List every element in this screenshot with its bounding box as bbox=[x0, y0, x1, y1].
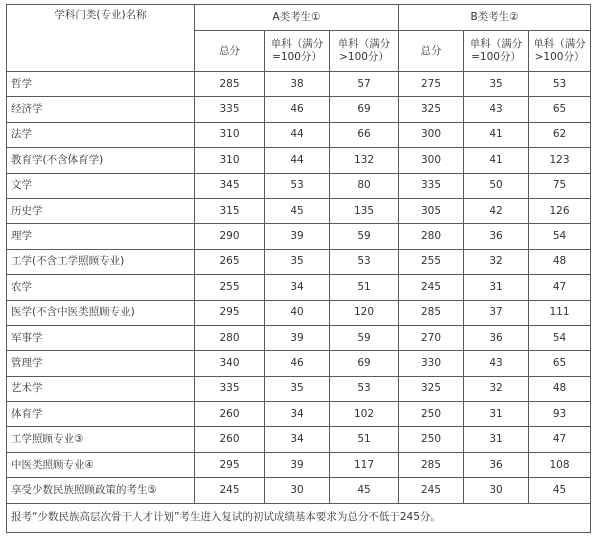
discipline-name-cell: 经济学 bbox=[7, 97, 195, 122]
b-total-cell: 305 bbox=[399, 198, 464, 223]
b-total-cell: 300 bbox=[399, 148, 464, 173]
discipline-name-cell: 教育学(不含体育学) bbox=[7, 148, 195, 173]
a-single-over100-cell: 102 bbox=[330, 402, 399, 427]
table-row bbox=[7, 351, 591, 376]
b-single-100-cell: 36 bbox=[464, 224, 529, 249]
a-total-cell: 335 bbox=[195, 376, 265, 401]
table-row bbox=[7, 198, 591, 223]
header-group-b: B类考生② bbox=[399, 5, 591, 31]
a-single-100-cell: 35 bbox=[265, 376, 330, 401]
a-total-cell: 285 bbox=[195, 72, 265, 97]
a-single-over100-cell: 59 bbox=[330, 325, 399, 350]
a-total-cell: 310 bbox=[195, 122, 265, 147]
b-single-100-cell: 43 bbox=[464, 97, 529, 122]
b-single-over100-cell: 93 bbox=[529, 402, 591, 427]
header-discipline-name: 学科门类(专业)名称 bbox=[7, 5, 195, 72]
discipline-name-cell: 艺术学 bbox=[7, 376, 195, 401]
b-total-cell: 270 bbox=[399, 325, 464, 350]
a-single-over100-cell: 69 bbox=[330, 97, 399, 122]
b-total-cell: 255 bbox=[399, 249, 464, 274]
b-total-cell: 245 bbox=[399, 478, 464, 503]
b-single-100-cell: 30 bbox=[464, 478, 529, 503]
b-single-over100-cell: 53 bbox=[529, 72, 591, 97]
a-total-cell: 260 bbox=[195, 427, 265, 452]
a-total-cell: 345 bbox=[195, 173, 265, 198]
a-total-cell: 260 bbox=[195, 402, 265, 427]
b-total-cell: 250 bbox=[399, 427, 464, 452]
a-single-over100-cell: 120 bbox=[330, 300, 399, 325]
b-total-cell: 285 bbox=[399, 300, 464, 325]
b-total-cell: 285 bbox=[399, 452, 464, 477]
b-total-cell: 335 bbox=[399, 173, 464, 198]
a-total-cell: 340 bbox=[195, 351, 265, 376]
footnote-row bbox=[7, 503, 591, 532]
discipline-name-cell: 享受少数民族照顾政策的考生⑤ bbox=[7, 478, 195, 503]
table-row bbox=[7, 452, 591, 477]
discipline-name-cell: 农学 bbox=[7, 275, 195, 300]
b-total-cell: 250 bbox=[399, 402, 464, 427]
a-single-100-cell: 46 bbox=[265, 97, 330, 122]
b-total-cell: 245 bbox=[399, 275, 464, 300]
a-single-100-cell: 39 bbox=[265, 452, 330, 477]
b-single-100-cell: 36 bbox=[464, 325, 529, 350]
a-total-cell: 265 bbox=[195, 249, 265, 274]
b-single-100-cell: 41 bbox=[464, 148, 529, 173]
discipline-name-cell: 管理学 bbox=[7, 351, 195, 376]
b-single-over100-cell: 126 bbox=[529, 198, 591, 223]
a-total-cell: 335 bbox=[195, 97, 265, 122]
b-single-over100-cell: 48 bbox=[529, 376, 591, 401]
a-single-100-cell: 30 bbox=[265, 478, 330, 503]
b-single-over100-cell: 45 bbox=[529, 478, 591, 503]
table-row bbox=[7, 224, 591, 249]
table-row bbox=[7, 122, 591, 147]
b-single-100-cell: 37 bbox=[464, 300, 529, 325]
a-single-100-cell: 34 bbox=[265, 402, 330, 427]
a-total-cell: 295 bbox=[195, 300, 265, 325]
a-single-100-cell: 38 bbox=[265, 72, 330, 97]
header-a-single-100: 单科（满分=100分） bbox=[265, 31, 330, 72]
a-single-over100-cell: 135 bbox=[330, 198, 399, 223]
a-single-100-cell: 53 bbox=[265, 173, 330, 198]
b-single-over100-cell: 47 bbox=[529, 427, 591, 452]
table-row bbox=[7, 72, 591, 97]
header-a-single-over100: 单科（满分>100分） bbox=[330, 31, 399, 72]
discipline-name-cell: 历史学 bbox=[7, 198, 195, 223]
b-single-100-cell: 42 bbox=[464, 198, 529, 223]
b-single-100-cell: 31 bbox=[464, 402, 529, 427]
b-total-cell: 325 bbox=[399, 376, 464, 401]
b-single-100-cell: 32 bbox=[464, 249, 529, 274]
table-row bbox=[7, 325, 591, 350]
discipline-name-cell: 医学(不含中医类照顾专业) bbox=[7, 300, 195, 325]
b-total-cell: 275 bbox=[399, 72, 464, 97]
a-single-100-cell: 40 bbox=[265, 300, 330, 325]
b-single-over100-cell: 48 bbox=[529, 249, 591, 274]
b-single-100-cell: 50 bbox=[464, 173, 529, 198]
a-single-100-cell: 39 bbox=[265, 224, 330, 249]
header-b-single-over100: 单科（满分>100分） bbox=[529, 31, 591, 72]
discipline-name-cell: 军事学 bbox=[7, 325, 195, 350]
b-single-over100-cell: 54 bbox=[529, 224, 591, 249]
a-single-over100-cell: 45 bbox=[330, 478, 399, 503]
a-single-100-cell: 46 bbox=[265, 351, 330, 376]
a-single-over100-cell: 57 bbox=[330, 72, 399, 97]
b-single-over100-cell: 65 bbox=[529, 97, 591, 122]
header-b-total: 总分 bbox=[399, 31, 464, 72]
b-single-100-cell: 32 bbox=[464, 376, 529, 401]
a-single-over100-cell: 53 bbox=[330, 249, 399, 274]
table-row bbox=[7, 478, 591, 503]
discipline-name-cell: 中医类照顾专业④ bbox=[7, 452, 195, 477]
a-single-over100-cell: 53 bbox=[330, 376, 399, 401]
discipline-name-cell: 法学 bbox=[7, 122, 195, 147]
a-single-100-cell: 35 bbox=[265, 249, 330, 274]
table-row bbox=[7, 249, 591, 274]
b-single-over100-cell: 65 bbox=[529, 351, 591, 376]
a-total-cell: 290 bbox=[195, 224, 265, 249]
table-row bbox=[7, 376, 591, 401]
a-total-cell: 295 bbox=[195, 452, 265, 477]
b-single-100-cell: 31 bbox=[464, 275, 529, 300]
b-single-over100-cell: 108 bbox=[529, 452, 591, 477]
b-total-cell: 330 bbox=[399, 351, 464, 376]
a-single-over100-cell: 132 bbox=[330, 148, 399, 173]
discipline-name-cell: 哲学 bbox=[7, 72, 195, 97]
a-total-cell: 315 bbox=[195, 198, 265, 223]
b-single-over100-cell: 111 bbox=[529, 300, 591, 325]
discipline-name-cell: 工学照顾专业③ bbox=[7, 427, 195, 452]
a-single-over100-cell: 80 bbox=[330, 173, 399, 198]
table-row bbox=[7, 402, 591, 427]
discipline-name-cell: 文学 bbox=[7, 173, 195, 198]
header-b-single-100: 单科（满分=100分） bbox=[464, 31, 529, 72]
a-single-over100-cell: 51 bbox=[330, 427, 399, 452]
score-table bbox=[6, 4, 591, 533]
discipline-name-cell: 工学(不含工学照顾专业) bbox=[7, 249, 195, 274]
b-single-over100-cell: 123 bbox=[529, 148, 591, 173]
discipline-name-cell: 体育学 bbox=[7, 402, 195, 427]
table-row bbox=[7, 275, 591, 300]
table-row bbox=[7, 148, 591, 173]
b-total-cell: 325 bbox=[399, 97, 464, 122]
b-single-100-cell: 36 bbox=[464, 452, 529, 477]
b-single-100-cell: 41 bbox=[464, 122, 529, 147]
b-single-100-cell: 31 bbox=[464, 427, 529, 452]
a-total-cell: 310 bbox=[195, 148, 265, 173]
a-single-over100-cell: 117 bbox=[330, 452, 399, 477]
a-single-100-cell: 34 bbox=[265, 427, 330, 452]
a-single-100-cell: 44 bbox=[265, 122, 330, 147]
footnote: 报考“少数民族高层次骨干人才计划”考生进入复试的初试成绩基本要求为总分不低于245分。 bbox=[7, 503, 591, 532]
a-single-over100-cell: 59 bbox=[330, 224, 399, 249]
b-total-cell: 300 bbox=[399, 122, 464, 147]
a-single-100-cell: 39 bbox=[265, 325, 330, 350]
table-row bbox=[7, 173, 591, 198]
table-row bbox=[7, 427, 591, 452]
a-total-cell: 280 bbox=[195, 325, 265, 350]
b-single-100-cell: 35 bbox=[464, 72, 529, 97]
header-a-total: 总分 bbox=[195, 31, 265, 72]
header-row-groups bbox=[7, 5, 591, 31]
b-single-over100-cell: 47 bbox=[529, 275, 591, 300]
table-row bbox=[7, 300, 591, 325]
a-single-over100-cell: 66 bbox=[330, 122, 399, 147]
a-single-100-cell: 34 bbox=[265, 275, 330, 300]
b-single-over100-cell: 62 bbox=[529, 122, 591, 147]
a-single-over100-cell: 51 bbox=[330, 275, 399, 300]
b-single-100-cell: 43 bbox=[464, 351, 529, 376]
table-row bbox=[7, 97, 591, 122]
header-group-a: A类考生① bbox=[195, 5, 399, 31]
b-single-over100-cell: 75 bbox=[529, 173, 591, 198]
b-total-cell: 280 bbox=[399, 224, 464, 249]
a-single-100-cell: 45 bbox=[265, 198, 330, 223]
b-single-over100-cell: 54 bbox=[529, 325, 591, 350]
a-total-cell: 255 bbox=[195, 275, 265, 300]
a-total-cell: 245 bbox=[195, 478, 265, 503]
discipline-name-cell: 理学 bbox=[7, 224, 195, 249]
a-single-over100-cell: 69 bbox=[330, 351, 399, 376]
a-single-100-cell: 44 bbox=[265, 148, 330, 173]
